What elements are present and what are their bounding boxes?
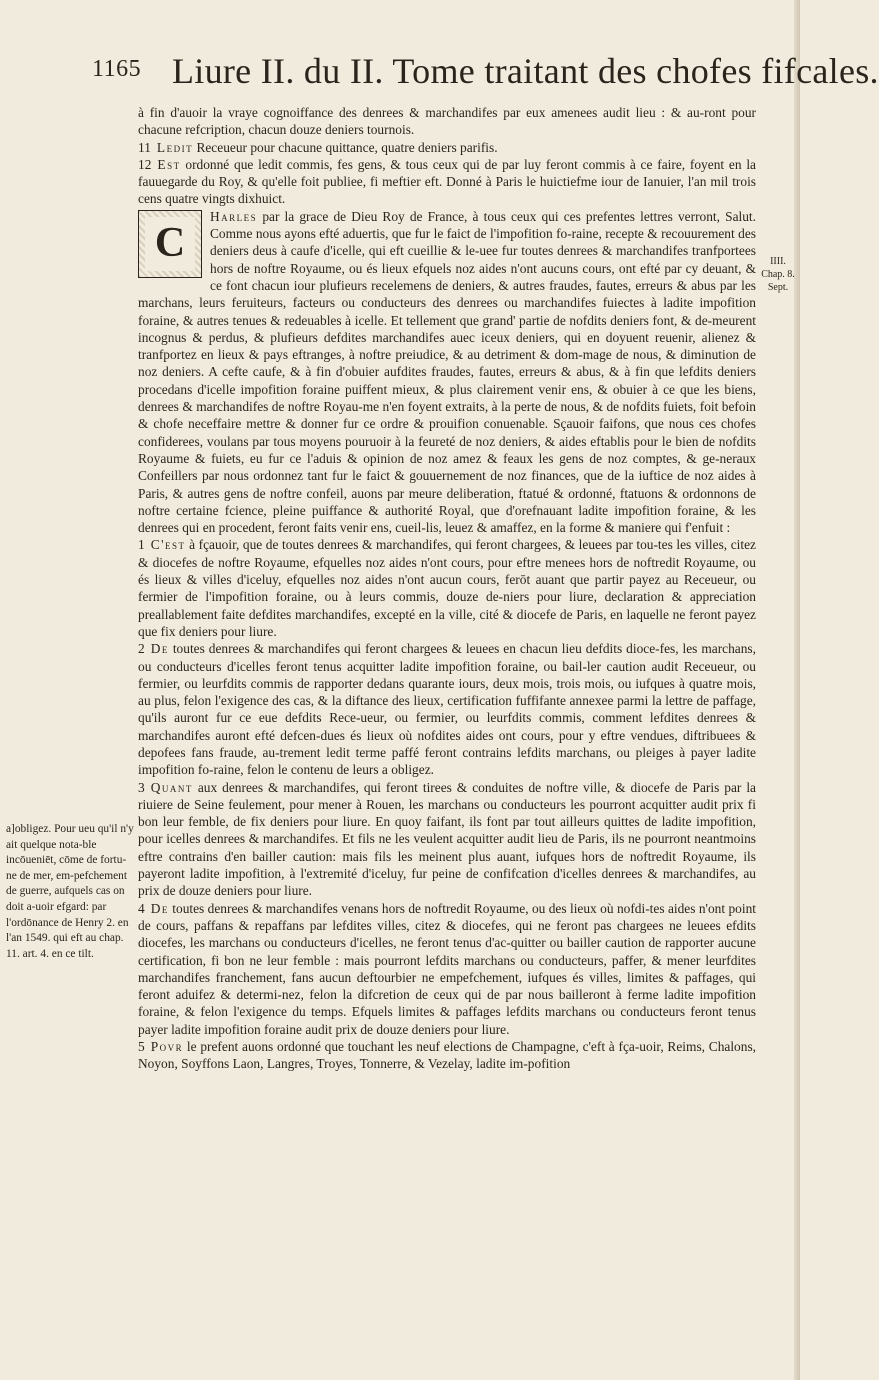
paragraph-text: Receueur pour chacune quittance, quatre deniers parifis. [196, 139, 498, 155]
paragraph-lead-word: Harles [210, 208, 258, 224]
paragraph-1 [138, 536, 756, 640]
paragraph-lead-word: De [150, 641, 169, 657]
paragraph-text: toutes denrees & marchandifes qui feront chargees & leuees en chacun lieu defdits dioce-fes, les marchans, ou conducteurs d'icelles feront tenus acquitter ladite impofition foraine, ou bail-ler caution audit Receueur, ou fermier, ou leurfdits commis de rapporter dedans quarante iours, deux mois, trois mois, ou iufques à quatre mois, au plus, felon l'exigence des cas, & la diftance des lieux, certification fuffifante annexee parmi la lettre de paffage, qu'ils auront fur ce eue defdits Rece-ueur, ou fermier, ou leurfdits commis, comment lefdites denrees & marchandifes auront efté defcen-dues és lieux où nofdites aides ont cours, pour y eftre vendues, diftribuees & depofees fans fraude, au-trement ledit terme paffé feront contrains lefdits marchans, ou pleiges à payer ladite impofition fo-raine, felon le contenu de leurs a obligez. [138, 641, 756, 778]
folio-number: 1165 [92, 56, 142, 82]
paragraph-text: par la grace de Dieu Roy de France, à tous ceux qui ces prefentes lettres verront, Salut. Comme nous ayons efté aduertis, que fur le faict de l'impofition fo-raine, recepte & recouurement des deniers deus à caufe d'icelle, qui eft cueillie & le-uee fur toutes denrees & marchandifes tranfportees hors de noftre Royaume, ou és lieux efquels noz aides n'ont aucuns cours, ont efté par cy deuant, & ce font chacun iour plufieurs recelemens de deniers, & autres fraudes, fautes, erreurs & abus par les marchans, leurs feruiteurs, facteurs ou conducteurs des denrees ou marchandifes fuiectes à ladite impofition foraine, & autres tenues & redeuables à icelle. Et tellement que grand' partie de nofdits deniers font, & de-meurent incognus & perdus, & plufieurs defdites marchandifes auec iceux deniers, qui en doyuent reuenir, alienez & tranfportez en lieux & pays eftranges, à noftre preiudice, & au detriment & dom-mage de nous, & diminution de noz deniers. A cefte caufe, & à fin d'obuier aufdites fraudes, fautes, erreurs & abus, & à fin que lefdits deniers procedans d'icelle impofition foraine puiffent mieux, & plus clairement venir ens, & obuier à ce que les biens, denrees & marchandifes de noftre Royau-me n'en foyent extraits, à la perte de nous, & de nofdits fuiets, foit befoin & chofe neceffaire mettre & donner fur ce ordre & prouifion conuenable. Sçauoir faifons, que nous ces chofes confiderees, voulans par tous moyens pouruoir à la feureté de noz deniers, & aides eftablis pour le bien de nofdits Royaume & fuiets, eu fur ce l'aduis & opinion de noz amez & feaux les gens de noz comptes, & ge-neraux Confeillers par nous ordonnez tant fur le faict & gouuernement de noz finances, que de la iuftice de noz aides à Paris, & autres gens de noftre confeil, auons par meure deliberation, ftatué & ordonné, ftatuons & ordonnons de noftre certaine fcience, pleine puiffance & authorité Royal, que d'orefnauant ladite impofition foraine, & les denrees qui en procedent, feront faits venir ens, cueil-lis, leuez & amaffez, en la forme & maniere qui f'enfuit : [138, 208, 756, 536]
paragraph-lead-word: Quant [150, 779, 193, 795]
paragraph-text: toutes denrees & marchandifes venans hors de noftredit Royaume, ou des lieux où nofdi-tes aides n'ont point de cours, paffans & repaffans par lefdites villes, citez & diocefes, qui ne feront pas chargees ne leuees efdits diocefes, les marchans ou conducteurs d'icelles, ne feront tenus d'ac-quitter ou bailler caution de rapporter aucune certification, fi bon ne leur femble : mais pourront lefdits marchans ou conducteurs, paffer, & mener leurfdites marchandifes franchement, fans aucun deftourbier ne empefchement, iufques és villes, limites & paffages, qui feront aduifez & determi-nez, felon la difcretion de ceux qui de par nous bailleront à ferme ladite impofition foraine, & felon l'exigence du temps. Efquels limites & paffages lefdits marchans ou conducteurs feront tenus payer ladite impofition foraine audit prix de douze deniers pour liure. [138, 900, 756, 1037]
paragraph-number: 12 [138, 156, 152, 172]
paragraph-number: 11 [138, 139, 151, 155]
paragraph-opening: à fin d'auoir la vraye cognoiffance des denrees & marchandifes par eux amenees audit lieu : & au-ront pour chacune refcription, chacun douze deniers tournois. [138, 105, 756, 138]
paragraph-lead-word: Povr [150, 1039, 184, 1055]
paragraph-text: le prefent auons ordonné que touchant les neuf elections de Champagne, c'eft à fça-uoir, Reims, Chalons, Noyon, Soyffons Laon, Langres, Troyes, Tonnerre, & Vezelay, ladite im-pofition [138, 1039, 756, 1072]
paragraph-number: 2 [138, 641, 145, 657]
paragraph-5 [138, 1038, 756, 1073]
side-chapter-note: IIII. Chap. 8. Sept. [761, 256, 795, 293]
page-header [92, 50, 879, 98]
page-edge [794, 0, 800, 1380]
paragraph-lead-word: De [150, 900, 169, 916]
paragraph-lead-word: C'est [150, 537, 186, 553]
initial-letter: C [145, 217, 195, 271]
running-title: Liure II. du II. Tome traitant des chofes fifcales. [172, 51, 879, 91]
paragraph-11 [138, 139, 756, 156]
paragraph-number: 3 [138, 779, 145, 795]
paragraph-number: 5 [138, 1039, 145, 1055]
decorated-initial [138, 210, 202, 278]
paragraph-number: 1 [138, 537, 145, 553]
paragraph-text: à fçauoir, que de toutes denrees & marchandifes, qui feront chargees, & leuees par tou-tes les villes, citez & diocefes de noftre Royaume, efquelles noz aides n'ont cours, pour eftre menees hors de noftredit Royaume, ou és lieux & villes d'iceluy, efquelles noz aides n'ont aucun cours, ferōt auant que partir payez au Receueur, ou fermier de l'impofition foraine, ou à leurs commis, douze de-niers pour liure, declaration & appreciation preallablement faite defdites marchandifes, excepté en la ville, cité & diocefe de Paris, en laquelle ne feront payez que fix deniers pour liure. [138, 537, 756, 639]
margin-note: a]obligez. Pour ueu qu'il n'y ait quelque nota-ble incōueniēt, cōme de fortu-ne de mer, em-pefchement de guerre, aufquels cas on doit a-uoir efgard: par l'ordōnance de Henry 2. en l'an 1549. qui eft au chap. 11. art. 4. en ce tilt. [6, 823, 134, 960]
body-text [138, 104, 756, 1073]
paragraph-2 [138, 640, 756, 778]
paragraph-4 [138, 900, 756, 1038]
paragraph-text: aux denrees & marchandifes, qui feront tirees & conduites de noftre ville, & diocefe de Paris par la riuiere de Seine feulement, pour mener à Rouen, les marchans ou conducteurs les pourront acquitter audit prix fi bon leur femble, de fix deniers pour liure. En quoy faifant, ils font par tout ailleurs quittes de ladite impofition, pour icelles denrees & marchandifes. Et fils ne les veulent acquitter audit lieu de Paris, ils ne pourront neantmoins eftre contrains d'en bailler caution: mais fils les meinent plus auant, iufques hors de noftredit Royaume, ils payeront ladite impofition, à l'extremité d'iceluy, fur peine de confifcation d'icelles denrees & marchandifes, au prix de douze deniers pour liure. [138, 779, 756, 899]
paragraph-12 [138, 156, 756, 208]
paragraph-lead-word: Est [157, 156, 181, 172]
paragraph-number: 4 [138, 900, 145, 916]
paragraph-lead-word: Ledit [156, 139, 194, 155]
paragraph-text: ordonné que ledit commis, fes gens, & tous ceux qui de par luy feront commis à ce faire, foyent en la fauuegarde du Roy, & qu'elle foit publiee, fi meftier eft. Donné à Paris le huictiefme iour de Ianuier, l'an mil trois cens quatre vingts dixhuict. [138, 156, 756, 207]
paragraph-charles [138, 208, 756, 537]
paragraph-3 [138, 779, 756, 900]
